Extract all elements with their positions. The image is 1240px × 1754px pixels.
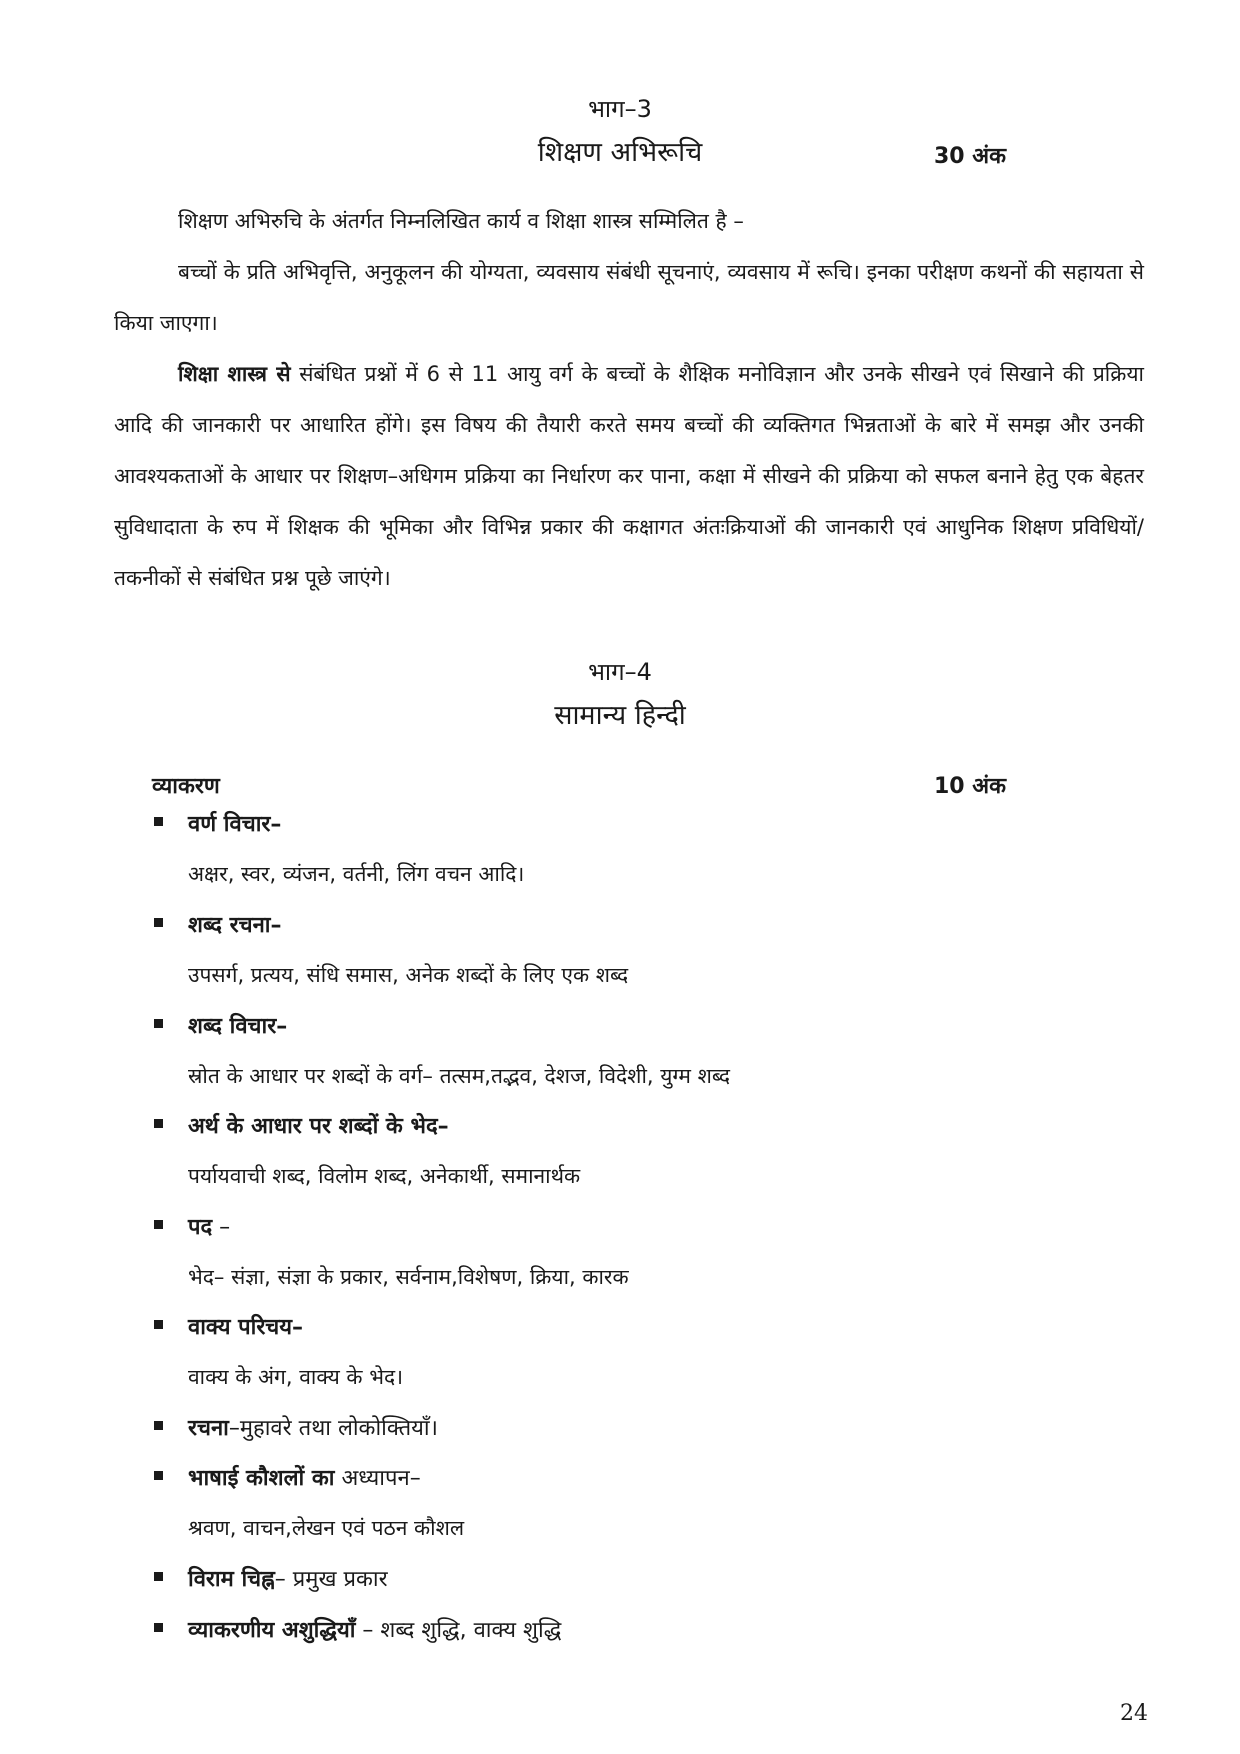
item-title: विराम चिह्न– प्रमुख प्रकार [188,1567,388,1592]
bullet-icon [154,1220,163,1229]
item-description: श्रवण, वाचन,लेखन एवं पठन कौशल [188,1516,465,1540]
pedagogy-bold-term: शिक्षा शास्त्र से [178,362,291,386]
bullet-icon [154,817,163,826]
part4-title: सामान्य हिन्दी [554,700,686,731]
part3-title: शिक्षण अभिरूचि [537,137,703,168]
item-title: अर्थ के आधार पर शब्दों के भेद– [188,1114,449,1139]
item-title: वाक्य परिचय– [188,1315,304,1340]
item-title: वर्ण विचार– [188,812,282,837]
bullet-icon [154,1572,163,1581]
item-description: अक्षर, स्वर, व्यंजन, वर्तनी, लिंग वचन आदि। [188,862,525,886]
item-title: व्याकरणीय अशुद्धियाँ – शब्द शुद्धि, वाक्य शुद्धि [188,1618,562,1643]
part4-label: भाग–4 [588,658,652,686]
item-title: पद – [188,1215,231,1240]
bullet-icon [154,1623,163,1632]
item-description: उपसर्ग, प्रत्यय, संधि समास, अनेक शब्दों के लिए एक शब्द [188,963,629,987]
item-description: वाक्य के अंग, वाक्य के भेद। [188,1365,404,1389]
item-title: शब्द रचना– [188,913,282,938]
item-title: शब्द विचार– [188,1014,288,1039]
part3-pedagogy-paragraph [114,349,1144,604]
bullet-icon [154,1019,163,1028]
item-description: स्रोत के आधार पर शब्दों के वर्ग– तत्सम,तद्भव, देशज, विदेशी, युग्म शब्द [188,1064,730,1088]
part4-marks: 10 अंक [934,774,1006,799]
item-description: भेद– संज्ञा, संज्ञा के प्रकार, सर्वनाम,विशेषण, क्रिया, कारक [188,1265,629,1289]
bullet-icon [154,1320,163,1329]
part3-marks: 30 अंक [934,144,1006,169]
bullet-icon [154,1421,163,1430]
item-title: रचना–मुहावरे तथा लोकोक्तियाँ। [188,1416,438,1441]
item-description: पर्यायवाची शब्द, विलोम शब्द, अनेकार्थी, समानार्थक [188,1164,581,1188]
part3-aptitude-paragraph: बच्चों के प्रति अभिवृत्ति, अनुकूलन की योग्यता, व्यवसाय संबंधी सूचनाएं, व्यवसाय में रूचि। इनका परीक्षण कथनों की सहायता से किया जाएगा। [114,260,1144,335]
page-number: 24 [1120,1701,1148,1726]
bullet-icon [154,918,163,927]
grammar-section-label: व्याकरण [152,774,220,799]
bullet-icon [154,1471,163,1480]
part3-label: भाग–3 [588,95,652,123]
bullet-icon [154,1119,163,1128]
pedagogy-text: संबंधित प्रश्नों में 6 से 11 आयु वर्ग के बच्चों के शैक्षिक मनोविज्ञान और उनके सीखने एवं सिखाने की प्रक्रिया आदि की जानकारी पर आधारित होंगे। इस विषय की तैयारी करते समय बच्चों की व्यक्तिगत भिन्नताओं के बारे में समझ और उनकी आवश्यकताओं के आधार पर शिक्षण–अधिगम प्रक्रिया का निर्धारण कर पाना, कक्षा में सीखने की प्रक्रिया को सफल बनाने हेतु एक बेहतर सुविधादाता के रुप में शिक्षक की भूमिका और विभिन्न प्रकार की कक्षागत अंतःक्रियाओं की जानकारी एवं आधुनिक शिक्षण प्रविधियों/तकनीकों से संबंधित प्रश्न पूछे जाएंगे। [114,362,1144,590]
item-title: भाषाई कौशलों का अध्यापन– [188,1466,421,1491]
part3-intro: शिक्षण अभिरुचि के अंतर्गत निम्नलिखित कार्य व शिक्षा शास्त्र सम्मिलित है – [178,209,744,233]
